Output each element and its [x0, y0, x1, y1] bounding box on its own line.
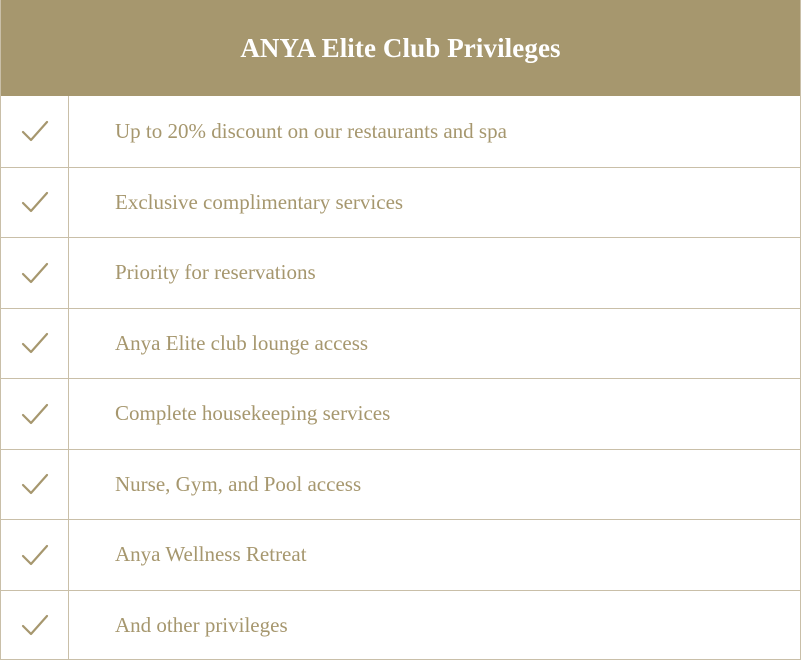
- check-cell: [1, 379, 69, 449]
- privilege-row: [1, 449, 800, 520]
- checkmark-icon: [21, 543, 49, 567]
- check-cell: [1, 450, 69, 520]
- table-title: ANYA Elite Club Privileges: [240, 32, 561, 63]
- privilege-row: [1, 378, 800, 449]
- privilege-row: [1, 96, 800, 167]
- privilege-row: [1, 167, 800, 238]
- privilege-row: [1, 237, 800, 308]
- checkmark-icon: [21, 119, 49, 143]
- check-cell: [1, 309, 69, 379]
- checkmark-icon: [21, 402, 49, 426]
- checkmark-icon: [21, 331, 49, 355]
- privilege-row: [1, 308, 800, 379]
- privilege-text: Anya Wellness Retreat: [115, 542, 307, 567]
- checkmark-icon: [21, 472, 49, 496]
- checkmark-icon: [21, 190, 49, 214]
- check-cell: [1, 168, 69, 238]
- privilege-text: Nurse, Gym, and Pool access: [115, 471, 362, 496]
- privileges-list: [1, 96, 800, 660]
- check-cell: [1, 238, 69, 308]
- privilege-row: [1, 519, 800, 590]
- table-header: [1, 0, 800, 96]
- privilege-row: [1, 590, 800, 660]
- privilege-text: Anya Elite club lounge access: [115, 330, 369, 355]
- privilege-text: Up to 20% discount on our restaurants and spa: [115, 118, 507, 143]
- check-cell: [1, 96, 69, 167]
- check-cell: [1, 520, 69, 590]
- privilege-text: And other privileges: [115, 612, 288, 637]
- checkmark-icon: [21, 613, 49, 637]
- checkmark-icon: [21, 261, 49, 285]
- privilege-text: Exclusive complimentary services: [115, 189, 404, 214]
- privilege-text: Complete housekeeping services: [115, 401, 391, 426]
- privilege-text: Priority for reservations: [115, 260, 316, 285]
- check-cell: [1, 591, 69, 660]
